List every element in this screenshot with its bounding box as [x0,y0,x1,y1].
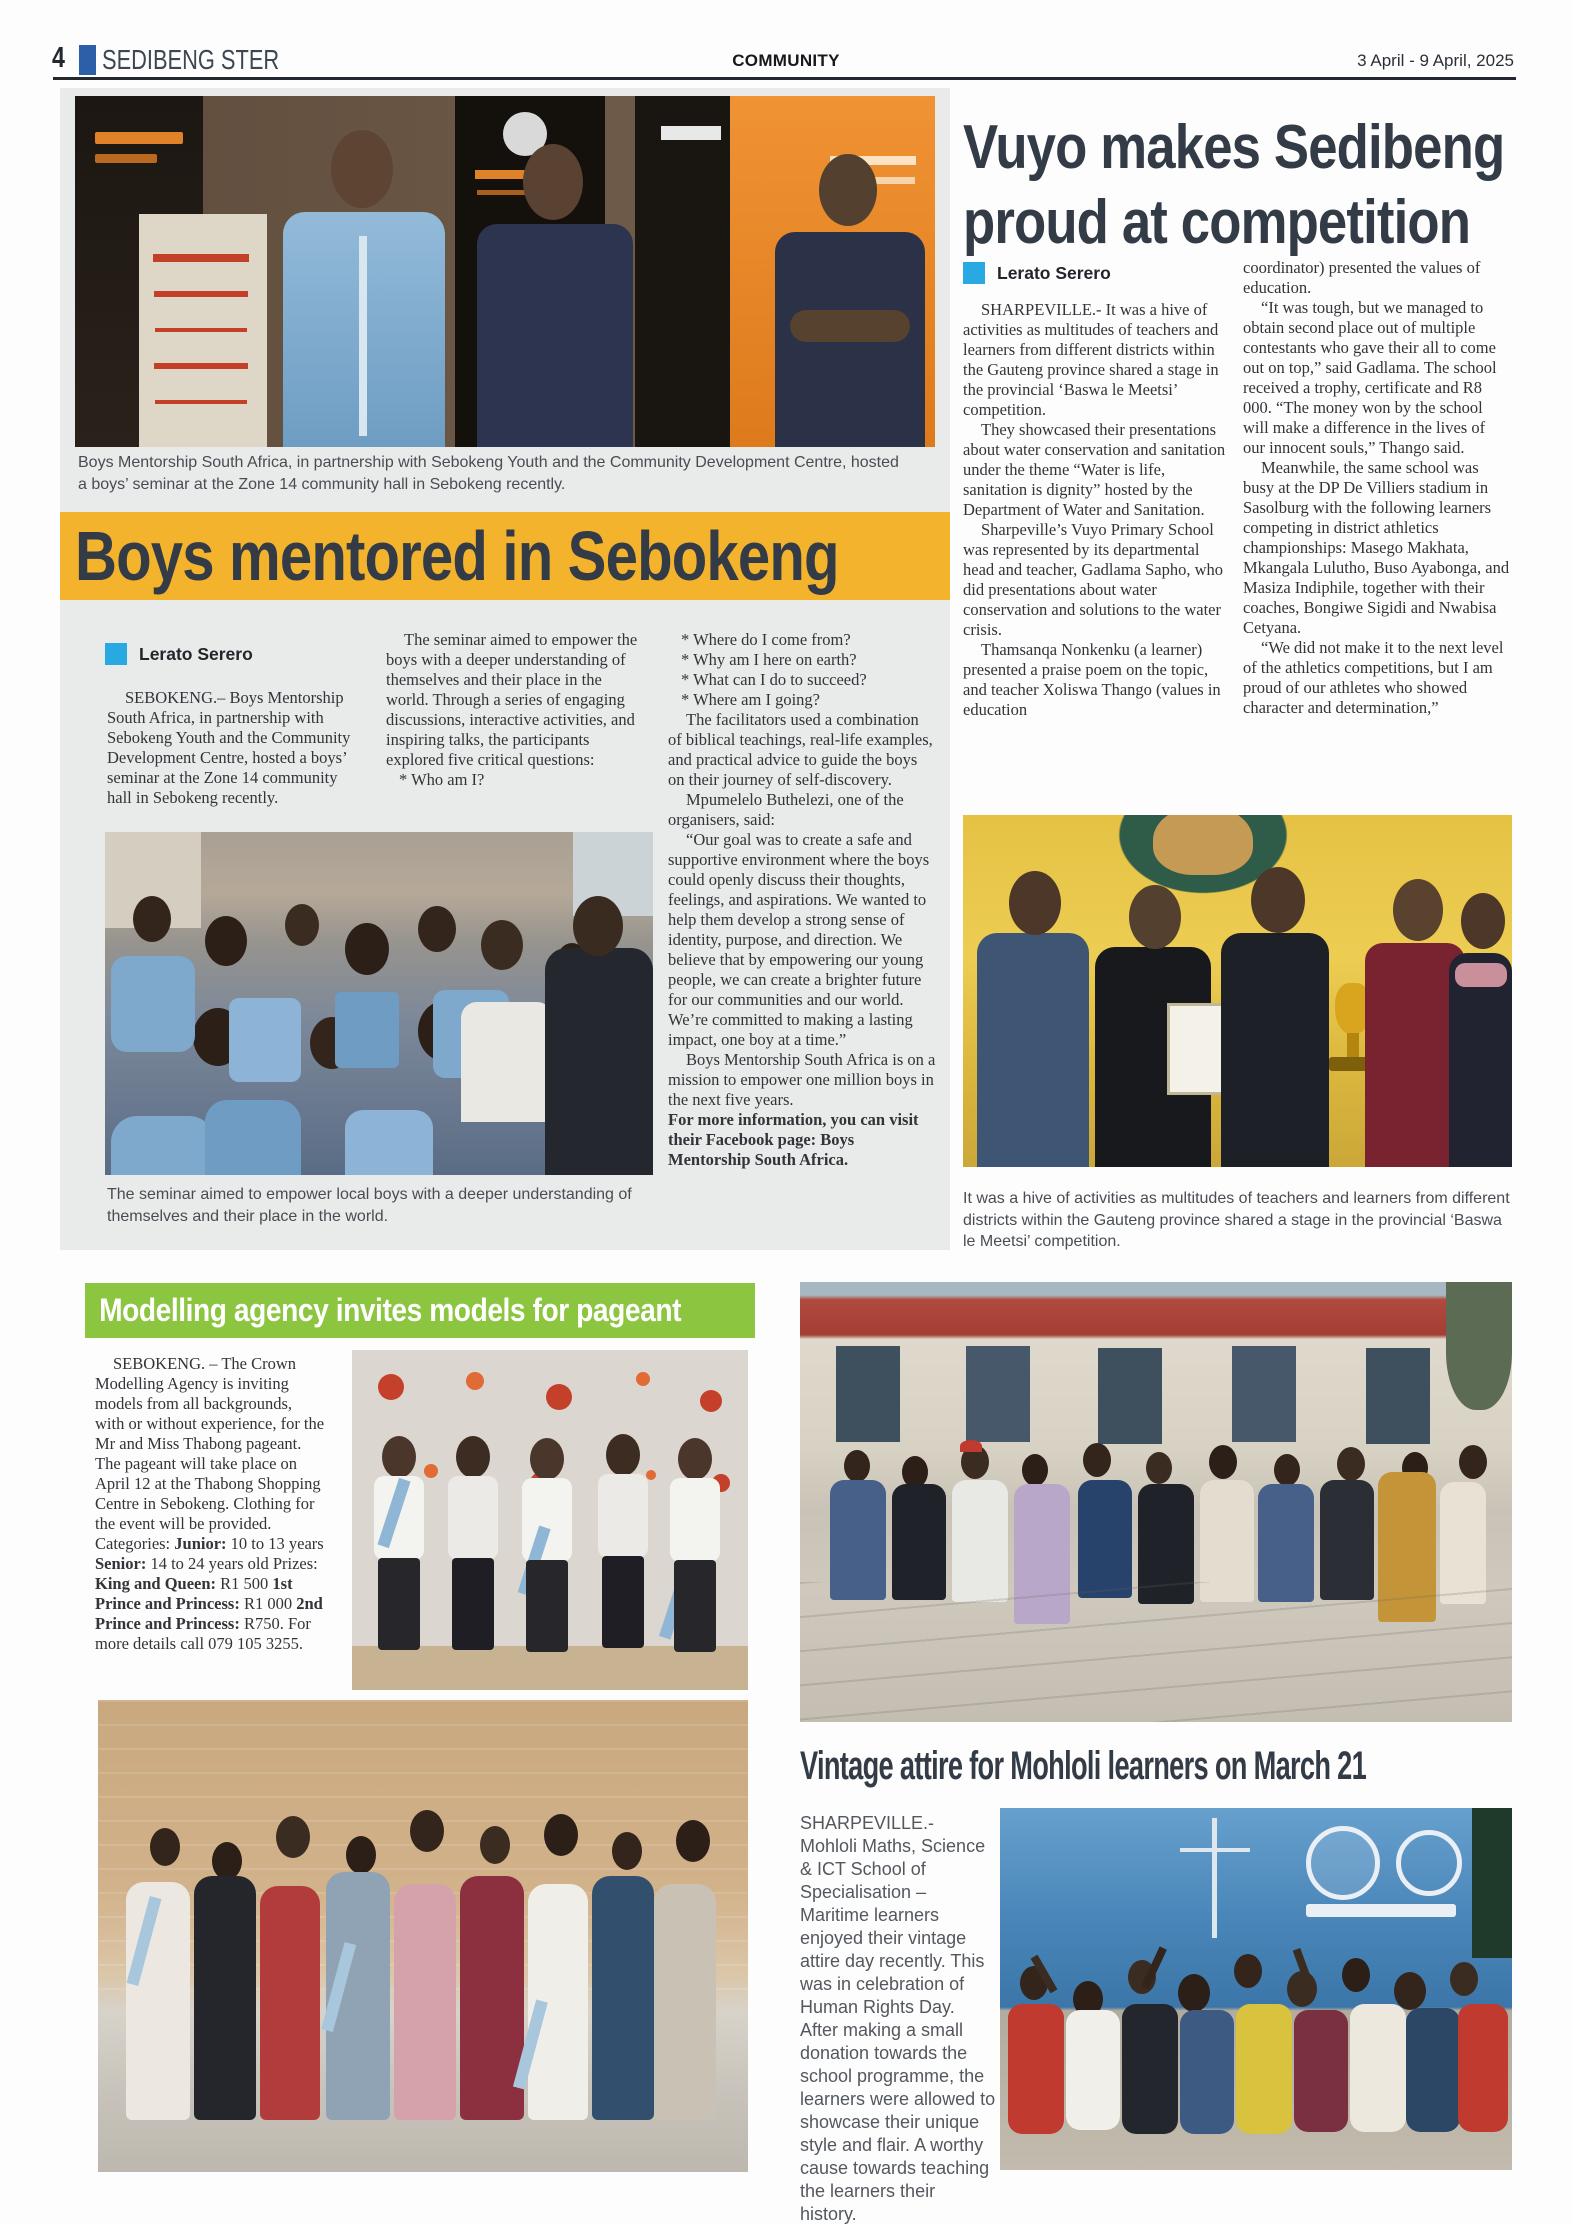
boys-col1-paragraph: SEBOKENG.– Boys Mentorship South Africa, in partnership with Sebokeng Youth and the Community Development Centre, hosted a boys’ seminar at the Zone 14 community hall in Sebokeng recently. [107,688,351,807]
vintage-headline-text: Vintage attire for Mohloli learners on March 21 [800,1744,1367,1788]
boys-top-photo-caption: Boys Mentorship South Africa, in partnership with Sebokeng Youth and the Community Development Centre, hosted a boys’ seminar at the Zone 14 community hall in Sebokeng recently. [78,454,899,493]
section-label: COMMUNITY [732,51,840,70]
boys-col3-paragraph: “Our goal was to create a safe and supportive environment where the boys could openly discuss their thoughts, feelings, and aspirations. We wanted to help them develop a strong sense of identity, purpose, and direction. We believe that by empowering our young people, we can create a brighter future for our communities and our world. We’re committed to making a lasting impact, one boy at a time.” [668,830,930,1049]
vuyo-col1-paragraph: They showcased their presentations about water conservation and sanitation under the theme “Water is life, sanitation is dignity” hosted by the Department of Water and Sanitation. [963,420,1226,519]
boys-column-2 [386,630,638,790]
vuyo-column-1 [963,300,1227,720]
boys-headline: Boys mentored in Sebokeng [74,517,839,595]
issue-date: 3 April - 9 April, 2025 [1357,51,1514,70]
photo-vuyo-trophy-group [963,815,1512,1167]
photo-modelling-banner-models [352,1350,748,1690]
boys-question-item: * Where do I come from? [681,630,851,649]
modelling-paragraph: SEBOKENG. – The Crown Modelling Agency is inviting models from all backgrounds, with or without experience, for the Mr and Miss Thabong pageant. The pageant will take place on April 12 at the Thabong Shopping Centre in Sebokeng. Clothing for the event will be provided. Categories: Junior: 10 to 13 years Senior: 14 to 24 years old Prizes: King and Queen: R1 500 1st Prince and Princess: R1 000 2nd Prince and Princess: R750. For more details call 079 105 3255. [95,1354,325,1653]
boys-byline [105,643,253,665]
vuyo-headline-line2: proud at competition [963,188,1471,257]
boys-question-item: * Where am I going? [681,690,820,709]
boys-question-item: * What can I do to succeed? [681,670,867,689]
vuyo-col2-paragraph: “We did not make it to the next level of the athletics competitions, but I am proud of our athletes who showed character and determination,” [1243,638,1504,717]
photo-mohloli-learners-crest-wall [1000,1808,1512,2170]
byline-square-icon [105,643,127,665]
vuyo-byline [963,262,1111,284]
vuyo-column-2 [1243,258,1511,718]
vintage-headline [800,1742,1572,1790]
vuyo-headline-line1: Vuyo makes Sedibeng [963,113,1505,182]
boys-column-3 [668,630,936,1170]
boys-col2-question: * Who am I? [399,770,485,789]
boys-headline-bar [60,512,950,600]
boys-question-item: * Why am I here on earth? [681,650,857,669]
byline-square-icon [963,262,985,284]
vintage-body: SHARPEVILLE.- Mohloli Maths, Science & ICT School of Specialisation – Maritime learners enjoyed their vintage attire day recently. This was in celebration of Human Rights Day. After making a small donation towards the school programme, the learners were allowed to showcase their unique style and flair. A worthy cause towards teaching the learners their history. [800,1813,996,2224]
vuyo-headline [963,110,1572,260]
photo-pageant-models-group [98,1700,748,2172]
vuyo-byline-name: Lerato Serero [997,262,1111,283]
vuyo-col2-paragraph: “It was tough, but we managed to obtain second place out of multiple contestants who gave their all to come out on top,” said Gadlama. The school received a trophy, certificate and R8 000. “The money won by the school will make a difference in the lives of our innocent souls,” Thango said. [1243,298,1497,457]
boys-col3-paragraph: The facilitators used a combination of biblical teachings, real-life examples, and practical advice to guide the boys on their journey of self-discovery. [668,710,933,789]
boys-col3-paragraph: Mpumelelo Buthelezi, one of the organisers, said: [668,790,904,829]
boys-byline-name: Lerato Serero [139,643,253,664]
photo-vintage-attire-group [800,1282,1512,1722]
header-rule [53,77,1516,80]
modelling-body [95,1354,325,1654]
modelling-headline-bar [85,1283,755,1338]
masthead: SEDIBENG STER [102,44,280,75]
vuyo-col2-paragraph: Meanwhile, the same school was busy at the DP De Villiers stadium in Sasolburg with the following learners competing in district athletics championships: Masego Makhata, Mkangala Lulutho, Buso Ayabonga, and Masiza Indiphile, together with their coaches, Bongiwe Sigidi and Nwabisa Cetyana. [1243,458,1510,637]
vuyo-col1-paragraph: SHARPEVILLE.- It was a hive of activities as multitudes of teachers and learners from different districts within the Gauteng province shared a stage in the provincial ‘Baswa le Meetsi’ competition. [963,300,1219,419]
photo-boys-mentorship-facilitators [75,96,935,447]
modelling-headline: Modelling agency invites models for pageant [99,1292,682,1328]
boys-col2-paragraph: The seminar aimed to empower the boys with a deeper understanding of themselves and their place in the world. Through a series of engaging discussions, interactive activities, and inspiring talks, the participants explored five critical questions: [386,630,638,769]
photo-boys-seminar-audience [105,832,653,1175]
vuyo-col1-paragraph: Thamsanqa Nonkenku (a learner) presented a praise poem on the topic, and teacher Xoliswa Thango (values in education [963,640,1221,719]
vuyo-photo-caption: It was a hive of activities as multitudes of teachers and learners from different districts within the Gauteng province shared a stage in the provincial ‘Baswa le Meetsi’ competition. [963,1190,1510,1250]
boys-col3-facebook-note: For more information, you can visit their Facebook page: Boys Mentorship South Africa. [668,1110,919,1169]
boys-column-1 [107,688,363,808]
boys-col3-paragraph: Boys Mentorship South Africa is on a mission to empower one million boys in the next five years. [668,1050,936,1109]
vuyo-col1-paragraph: Sharpeville’s Vuyo Primary School was represented by its departmental head and teacher, Gadlama Sapho, who did presentations about water conservation and solutions to the water crisis. [963,520,1224,639]
boys-bottom-photo-caption: The seminar aimed to empower local boys with a deeper understanding of themselves and their place in the world. [107,1186,632,1225]
vuyo-col2-paragraph: coordinator) presented the values of education. [1243,258,1481,297]
page-number: 4 [52,42,65,74]
